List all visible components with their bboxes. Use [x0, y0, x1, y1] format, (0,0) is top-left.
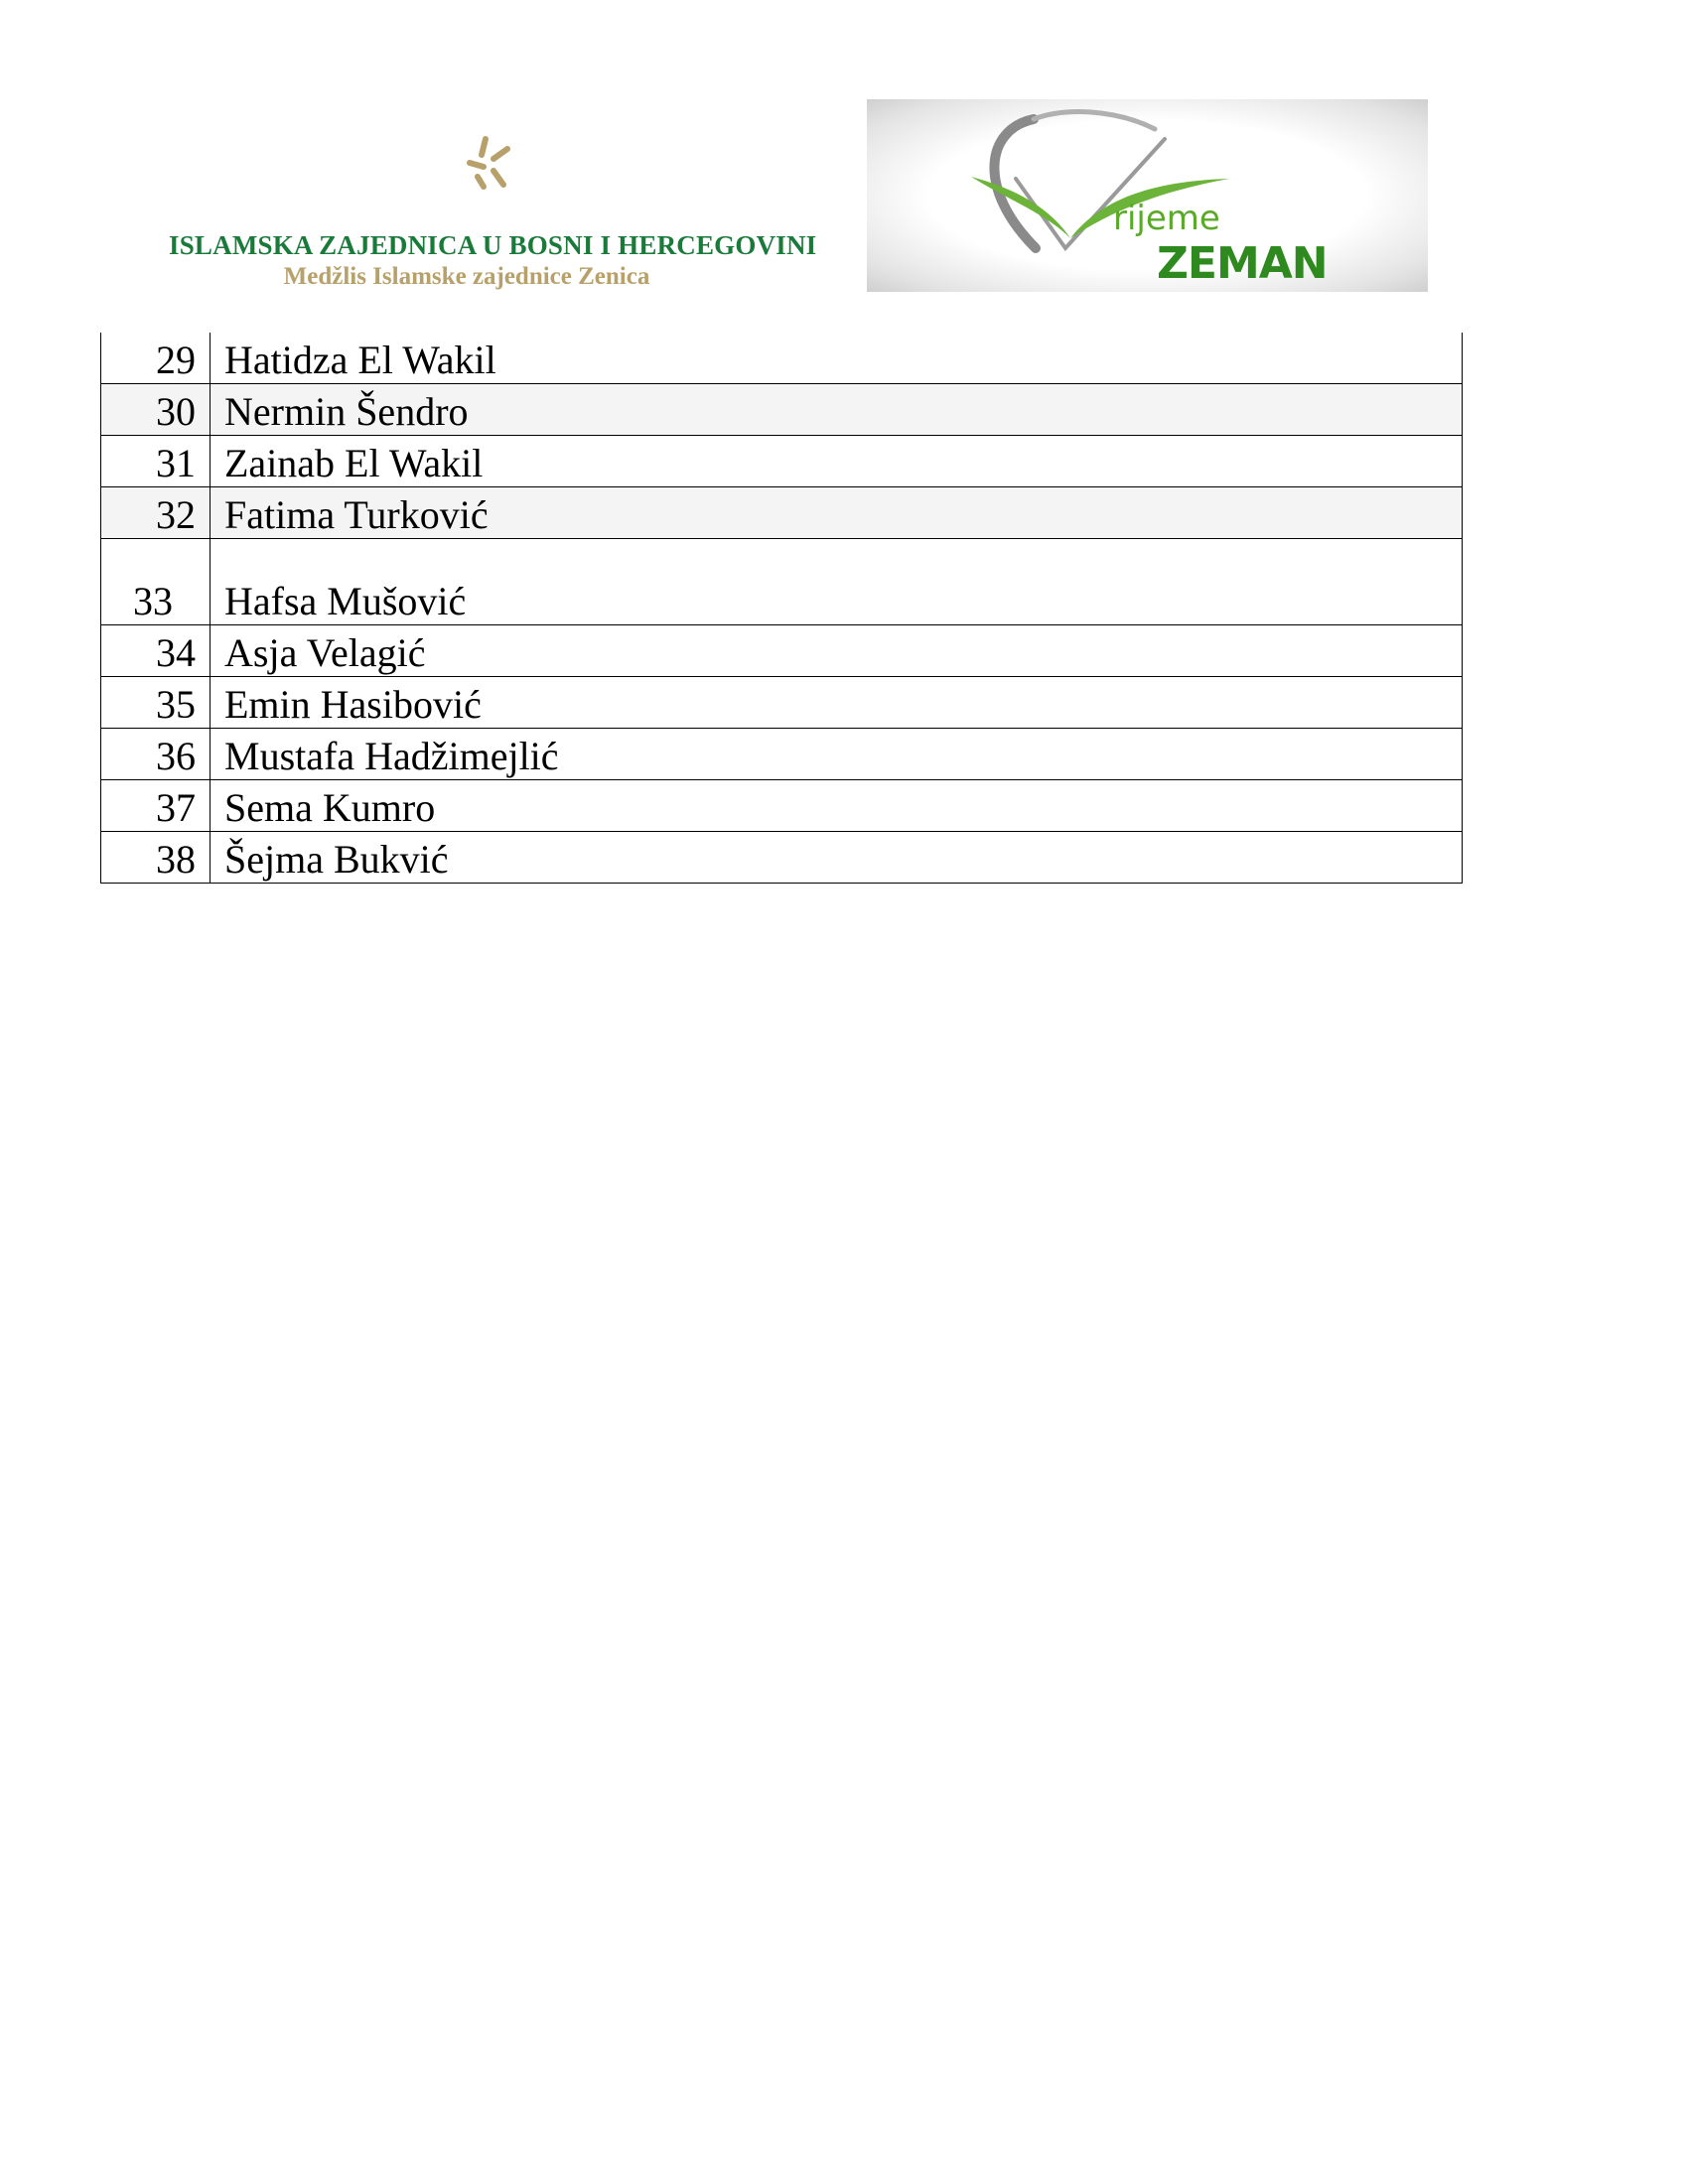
organization-name: ISLAMSKA ZAJEDNICA U BOSNI I HERCEGOVINI: [169, 230, 817, 260]
organization-subtitle: Medžlis Islamske zajednice Zenica: [283, 263, 650, 290]
person-name: Zainab El Wakil: [211, 436, 1463, 487]
person-name: Hafsa Mušović: [211, 539, 1463, 625]
person-name: Sema Kumro: [211, 780, 1463, 832]
table-row: [101, 436, 1463, 487]
zeman-word-small: rijeme: [1113, 199, 1220, 238]
row-number: 29: [101, 333, 211, 384]
crescent-star-icon: [412, 119, 531, 228]
person-name: Hatidza El Wakil: [211, 333, 1463, 384]
table-row: [101, 539, 1463, 625]
row-number: 34: [101, 625, 211, 677]
row-number: 32: [101, 487, 211, 539]
table-row: [101, 780, 1463, 832]
table-row: [101, 487, 1463, 539]
table-row: [101, 832, 1463, 884]
row-number: 36: [101, 729, 211, 780]
person-name: Šejma Bukvić: [211, 832, 1463, 884]
open-book-v-icon: [867, 99, 1428, 292]
table-row: [101, 384, 1463, 436]
row-number: 30: [101, 384, 211, 436]
person-name: Nermin Šendro: [211, 384, 1463, 436]
person-name: Emin Hasibović: [211, 677, 1463, 729]
table-row: [101, 333, 1463, 384]
names-table: [100, 333, 1463, 884]
person-name: Fatima Turković: [211, 487, 1463, 539]
table-row: [101, 729, 1463, 780]
islamic-community-logo: [169, 109, 817, 298]
person-name: Asja Velagić: [211, 625, 1463, 677]
row-number: 38: [101, 832, 211, 884]
row-number: 31: [101, 436, 211, 487]
person-name: Mustafa Hadžimejlić: [211, 729, 1463, 780]
zeman-logo: [867, 99, 1428, 292]
table-row: [101, 625, 1463, 677]
row-number: 37: [101, 780, 211, 832]
zeman-word-big: ZEMAN: [1157, 238, 1328, 289]
row-number: 33: [101, 539, 211, 625]
table-row: [101, 677, 1463, 729]
row-number: 35: [101, 677, 211, 729]
